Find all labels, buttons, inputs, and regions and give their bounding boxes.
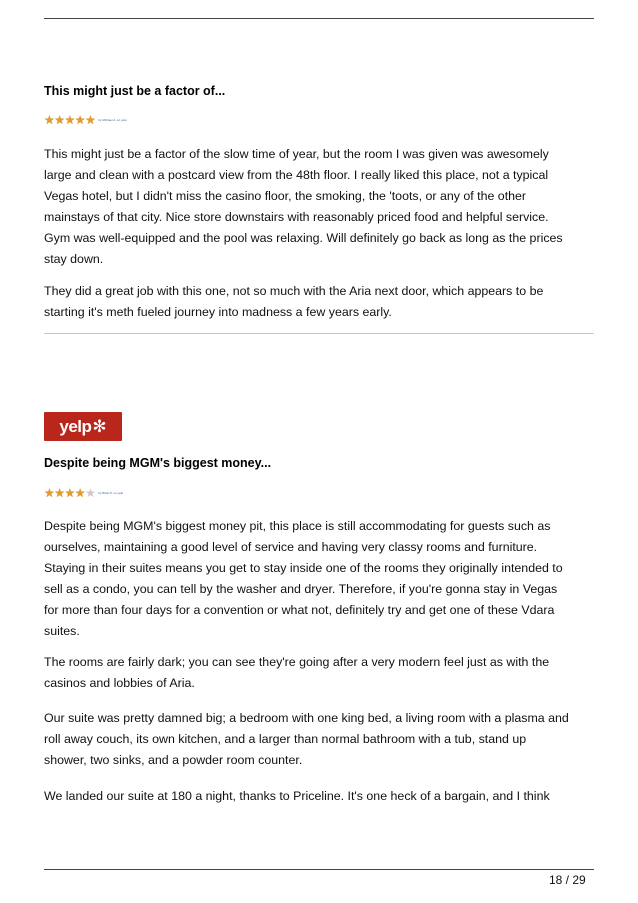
text-line: Vegas hotel, but I didn't miss the casino floor, the smoking, the 'toots, or any of the other [44,189,527,203]
text-line: for more than four days for a convention or what not, definitely try and get one of these Vdara [44,603,555,617]
text-line: Staying in their suites means you get to stay inside one of the rooms they originally intended to [44,561,563,575]
star-filled-icon: ★ [74,486,86,500]
page-number: 18 / 29 [549,873,586,887]
review-paragraph [44,786,596,807]
star-rating [44,114,127,126]
star-filled-icon: ★ [74,113,86,127]
stars [44,484,95,502]
star-filled-icon: ★ [64,486,76,500]
star-filled-icon: ★ [85,113,96,127]
text-line: mainstays of that city. Nice store downstairs with reasonably priced food and helpful service. [44,210,549,224]
text-line: stay down. [44,252,104,266]
star-rating [44,487,123,499]
section-divider [44,333,594,334]
top-rule [44,18,594,19]
text-line: Gym was well-equipped and the pool was relaxing. Will definitely go back as long as the prices [44,231,563,245]
burst-icon: ✻ [92,416,107,436]
text-line: starting it's meth fueled journey into madness a few years early. [44,305,392,319]
star-filled-icon: ★ [44,113,55,127]
star-filled-icon: ★ [44,486,55,500]
review-paragraph [44,144,596,270]
text-line: shower, two sinks, and a powder room counter. [44,753,303,767]
review-paragraph [44,516,596,642]
star-empty-icon: ★ [85,486,96,500]
bottom-rule [44,869,594,870]
yelp-logo [44,412,122,441]
text-line: They did a great job with this one, not so much with the Aria next door, which appears to be [44,284,544,298]
text-line: sell as a condo, you can tell by the washer and dryer. Therefore, if you're gonna stay in Vegas [44,582,558,596]
review-title: Despite being MGM's biggest money... [44,456,272,470]
text-line: ourselves, maintaining a good level of service and having very classy rooms and furniture. [44,540,538,554]
review-paragraph [44,281,596,323]
text-line: Our suite was pretty damned big; a bedroom with one king bed, a living room with a plasma and [44,711,569,725]
text-line: casinos and lobbies of Aria. [44,676,195,690]
text-line: This might just be a factor of the slow time of year, but the room I was given was awesomely [44,147,549,161]
review-title: This might just be a factor of... [44,84,226,98]
text-line: Despite being MGM's biggest money pit, this place is still accommodating for guests such as [44,519,551,533]
text-line: The rooms are fairly dark; you can see they're going after a very modern feel just as with the [44,655,550,669]
stars [44,111,95,129]
star-filled-icon: ★ [54,486,66,500]
text-line: large and clean with a postcard view from the 48th floor. I really liked this place, not a typical [44,168,549,182]
text-line: roll away couch, its own kitchen, and a larger than normal bathroom with a tub, stand up [44,732,527,746]
review-paragraph [44,708,596,771]
reviewer-link[interactable]: by Brian P. on yelp [98,491,124,495]
star-filled-icon: ★ [54,113,66,127]
review-paragraph [44,652,596,694]
star-filled-icon: ★ [64,113,76,127]
reviewer-link[interactable]: by Michael A. on yelp [98,118,127,122]
text-line: We landed our suite at 180 a night, thanks to Priceline. It's one heck of a bargain, and I think [44,789,550,803]
logo-wordmark: yelp [59,416,92,436]
text-line: suites. [44,624,80,638]
